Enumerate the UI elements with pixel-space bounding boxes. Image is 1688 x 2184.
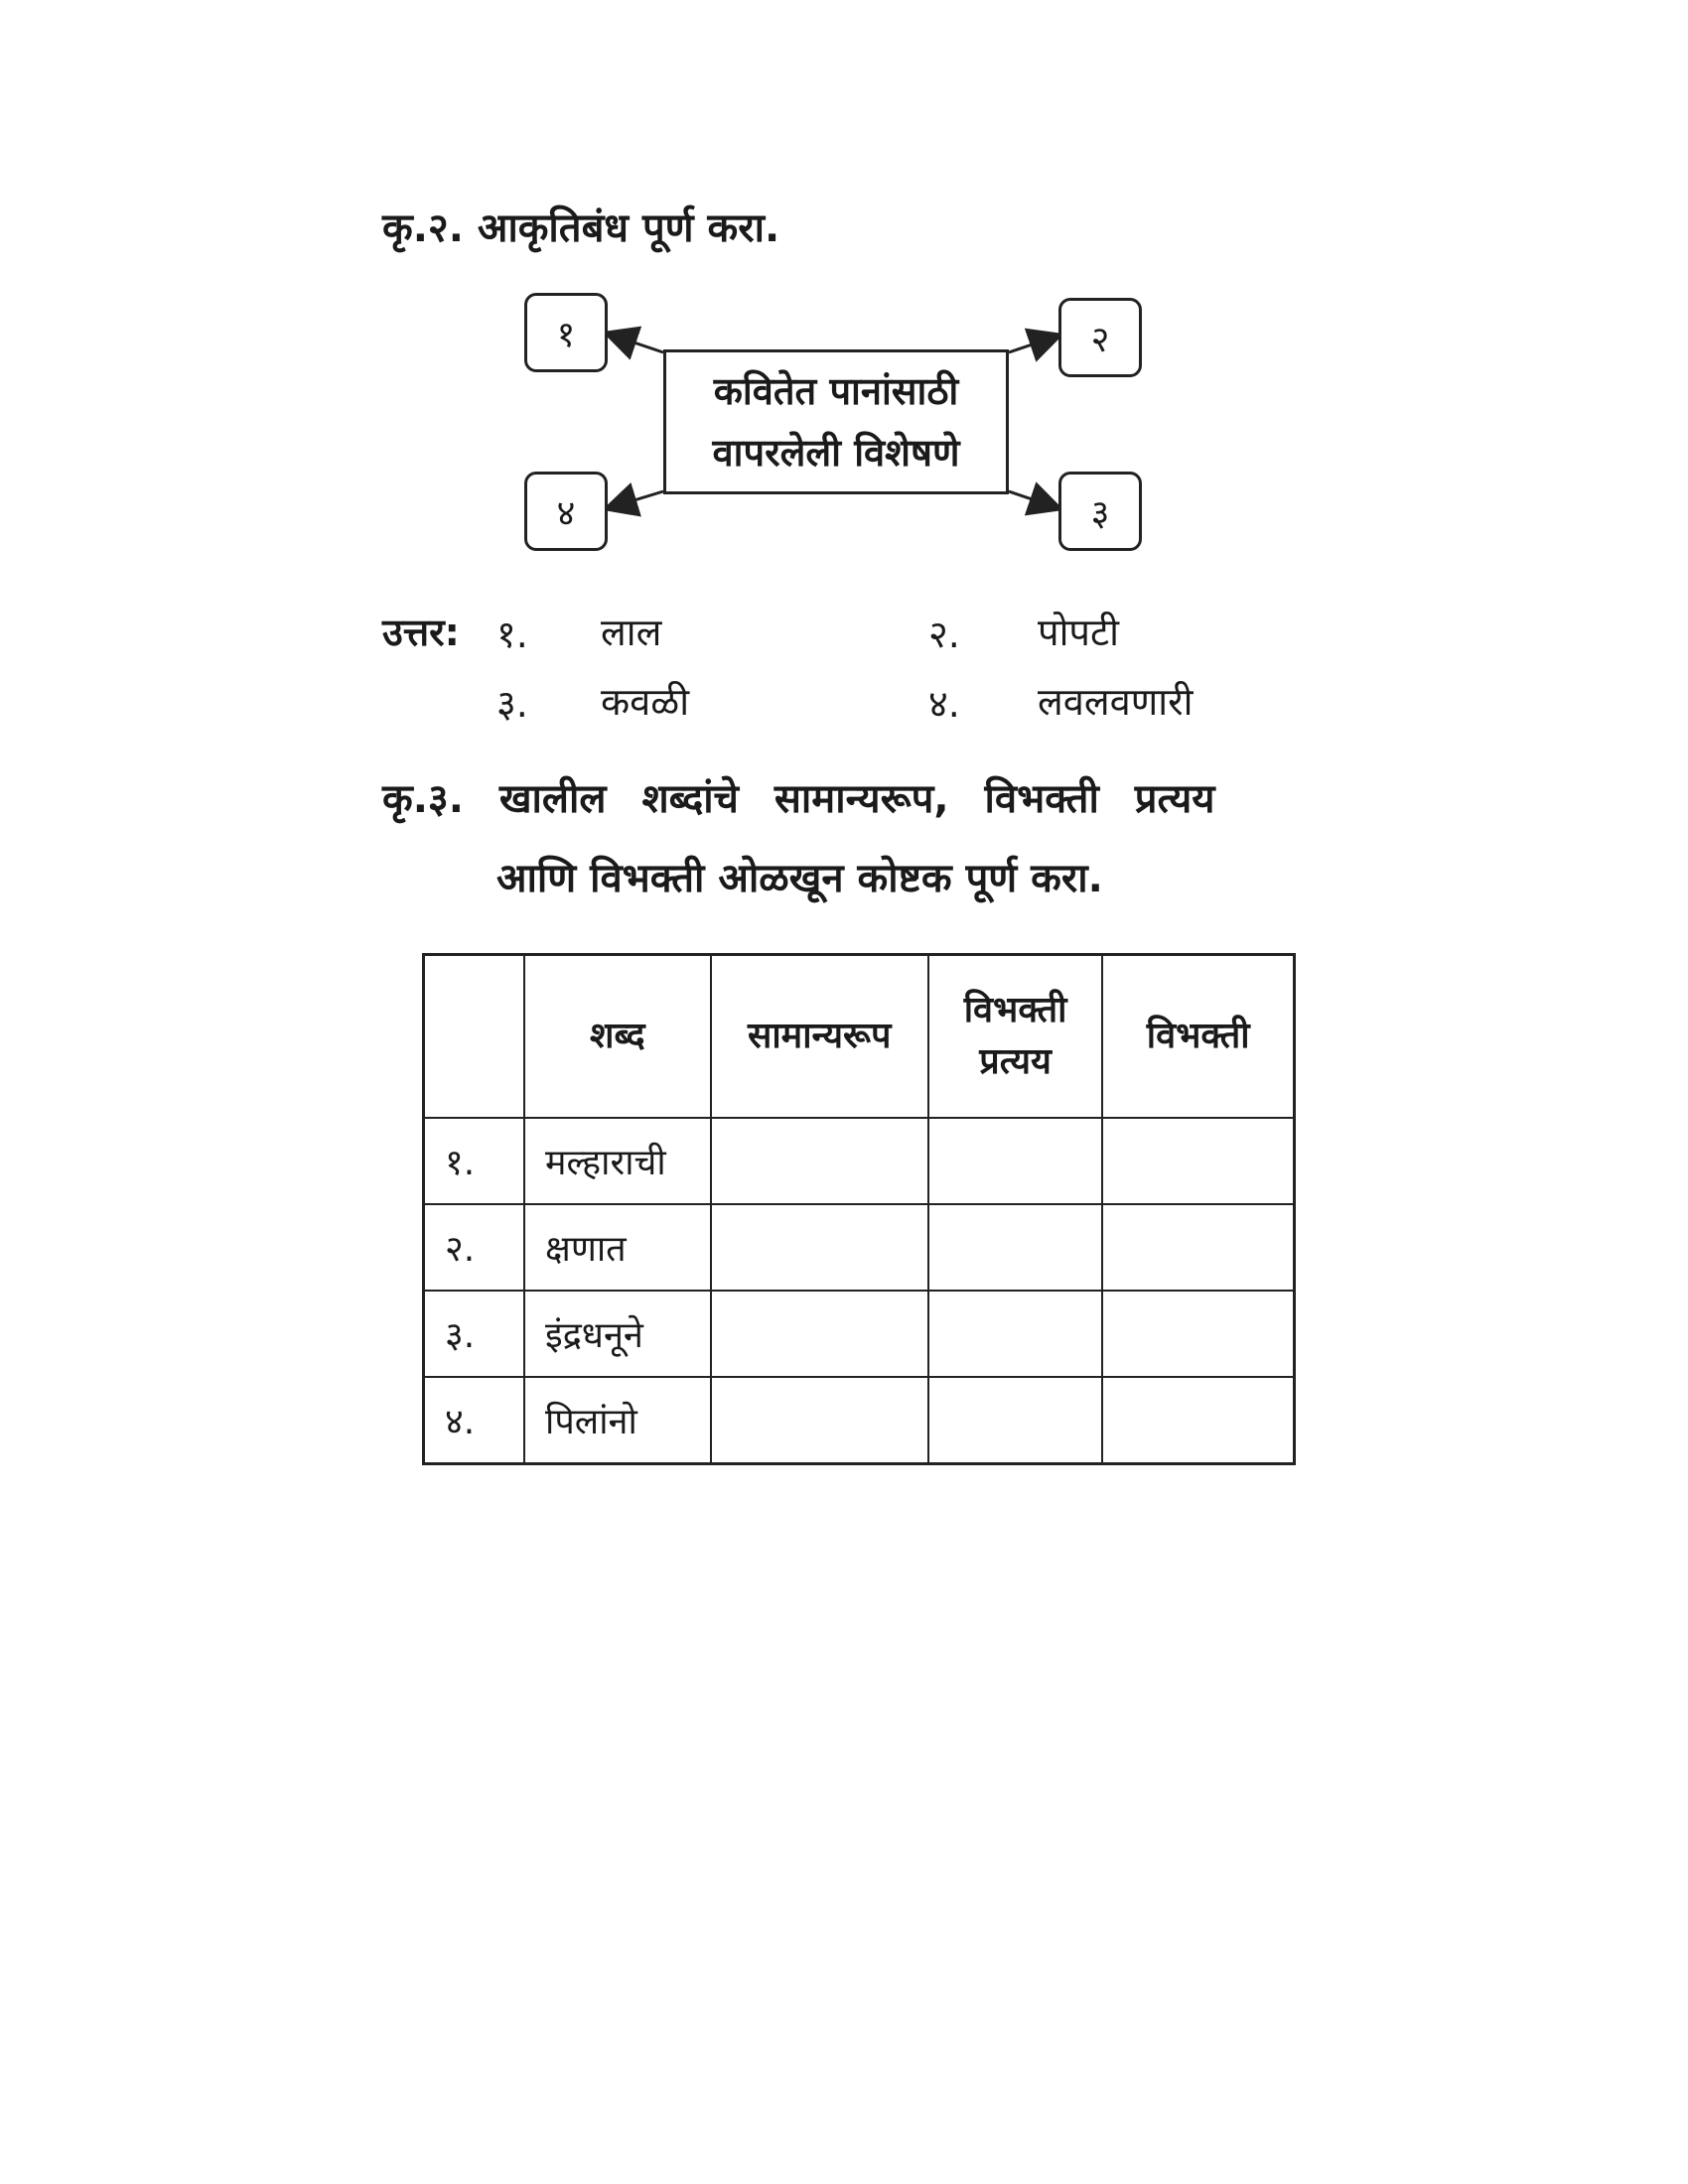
diagram-box-2: २ xyxy=(1058,298,1142,377)
header-vibhakti-pratyay-text: विभक्ती प्रत्यय xyxy=(963,990,1067,1082)
q3-heading-line-1-text: कृ.३. खालील शब्दांचे सामान्यरूप, विभक्ती प्रत्यय xyxy=(382,776,1215,822)
header-vibhakti: विभक्ती xyxy=(1102,955,1294,1119)
blank-cell[interactable] xyxy=(711,1291,928,1377)
answer-text-1: लाल xyxy=(601,611,662,654)
blank-cell[interactable] xyxy=(1102,1204,1294,1291)
q2-heading: कृ.२. आकृतिबंध पूर्ण करा. xyxy=(382,205,780,251)
diagram-center-box xyxy=(663,349,1009,494)
answer-text-4: लवलवणारी xyxy=(1038,680,1194,724)
answer-label: उत्तर: xyxy=(382,611,460,654)
table-header-row xyxy=(424,955,1295,1119)
table-row xyxy=(424,1291,1295,1377)
header-word: शब्द xyxy=(524,955,711,1119)
arrow-to-box-1 xyxy=(608,334,663,352)
center-line-1: कवितेत पानांसाठी xyxy=(713,369,959,413)
row-word: क्षणात xyxy=(524,1204,711,1291)
diagram-box-4: ४ xyxy=(524,472,608,551)
answer-num-4: ४. xyxy=(928,682,960,726)
arrow-to-box-3 xyxy=(1009,491,1058,508)
vibhakti-table xyxy=(422,953,1296,1465)
diagram-arrows xyxy=(0,0,1688,695)
blank-cell[interactable] xyxy=(1102,1118,1294,1204)
arrow-to-box-2 xyxy=(1009,336,1058,352)
diagram-box-1: १ xyxy=(524,293,608,372)
answer-text-3: कवळी xyxy=(601,680,690,724)
row-serial: १. xyxy=(424,1118,525,1204)
answer-text-2: पोपटी xyxy=(1038,611,1120,654)
blank-cell[interactable] xyxy=(928,1118,1102,1204)
answer-num-2: २. xyxy=(928,613,960,656)
row-serial: २. xyxy=(424,1204,525,1291)
blank-cell[interactable] xyxy=(711,1118,928,1204)
blank-cell[interactable] xyxy=(928,1291,1102,1377)
blank-cell[interactable] xyxy=(1102,1291,1294,1377)
row-word: मल्हाराची xyxy=(524,1118,711,1204)
blank-cell[interactable] xyxy=(1102,1377,1294,1464)
header-samanyarup: सामान्यरूप xyxy=(711,955,928,1119)
blank-cell[interactable] xyxy=(928,1377,1102,1464)
table-row xyxy=(424,1377,1295,1464)
q3-heading-line-1 xyxy=(382,769,1296,824)
row-serial: ३. xyxy=(424,1291,525,1377)
center-line-2: वापरलेली विशेषणे xyxy=(712,431,960,475)
blank-cell[interactable] xyxy=(711,1377,928,1464)
blank-cell[interactable] xyxy=(928,1204,1102,1291)
row-serial: ४. xyxy=(424,1377,525,1464)
header-serial xyxy=(424,955,525,1119)
answer-num-3: ३. xyxy=(496,682,528,726)
q3-heading-line-2: आणि विभक्ती ओळखून कोष्टक पूर्ण करा. xyxy=(496,856,1103,901)
blank-cell[interactable] xyxy=(711,1204,928,1291)
row-word: इंद्रधनूने xyxy=(524,1291,711,1377)
table-row xyxy=(424,1204,1295,1291)
diagram-box-3: ३ xyxy=(1058,472,1142,551)
row-word: पिलांनो xyxy=(524,1377,711,1464)
table-row xyxy=(424,1118,1295,1204)
answer-num-1: १. xyxy=(496,613,528,656)
header-vibhakti-pratyay xyxy=(928,955,1102,1119)
arrow-to-box-4 xyxy=(608,491,663,508)
